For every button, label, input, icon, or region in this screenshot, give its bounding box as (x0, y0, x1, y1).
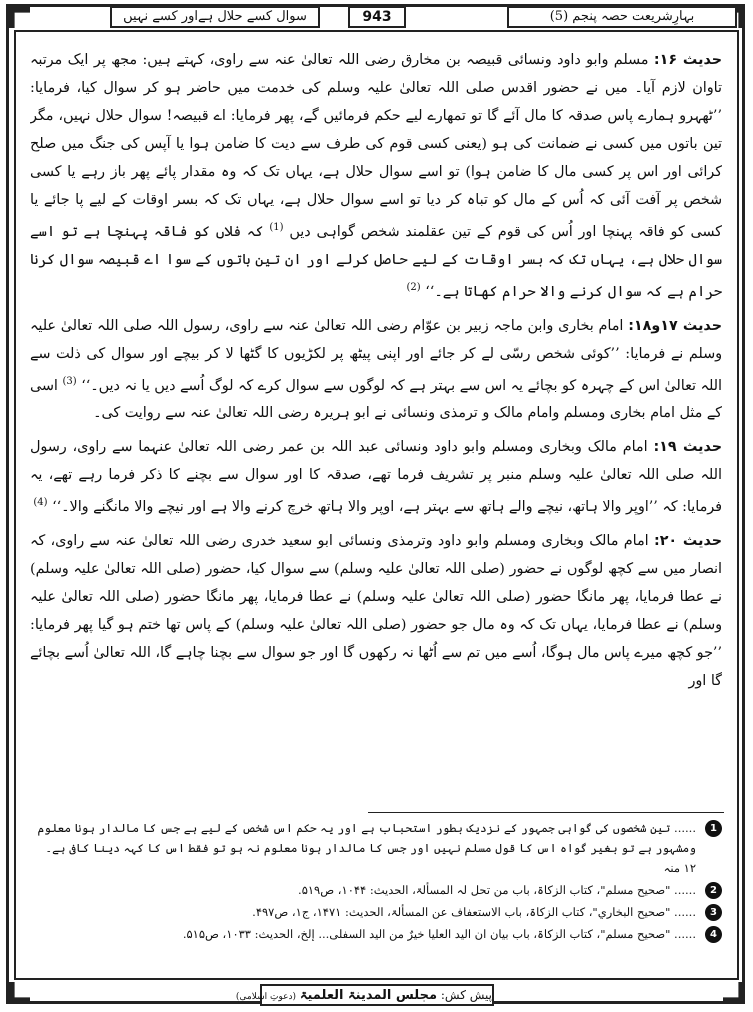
footnote-text: ...... تین شخصوں کی گواہی جمہور کے نزدیک بطور استحباب ہے اور یہ حکم اس شخص کے لیے ہے جس کا مالدار ہونا معلوم ومشہور ہے تو بغیر گواہ اس کا قول مسلم نہیں اور جس کا مالدار ہونا معلوم نہ ہو تو فقط اس کا کہہ دینا کافی ہے۔ ۱۲ منہ (37, 821, 696, 875)
hadith-text: امام مالک وبخاری ومسلم وابو داود وترمذی ونسائی ابو سعید خدری رضی اللہ تعالیٰ عنہ سے راوی، کہ انصار میں سے کچھ لوگوں نے حضور (صلی اللہ تعالیٰ علیہ وسلم) سے سوال کیا، حضور (صلی اللہ تعالیٰ علیہ وسلم) نے عطا فرمایا، پھر مانگا حضور (صلی اللہ تعالیٰ علیہ وسلم) نے عطا فرمایا، پھر مانگا حضور (صلی اللہ تعالیٰ علیہ وسلم) نے عطا فرمایا، یہاں تک کہ وہ مال جو حضور (صلی اللہ تعالیٰ علیہ وسلم) کے پاس تھا ختم ہو گیا پھر فرمایا: ’’جو کچھ میرے پاس مال ہوگا، اُسے میں تم سے اُٹھا نہ رکھوں گا اور جو سوال سے بچنا چاہے گا، اللہ تعالیٰ اُسے بچائے گا اور (30, 533, 722, 690)
publisher-sub: (دعوتِ اسلامی) (235, 992, 297, 1002)
book-title: بہارِشریعت حصہ پنجم (5) (507, 6, 737, 28)
footnote-ref[interactable]: (4) (33, 497, 48, 509)
footnote-item (30, 818, 722, 878)
hadith-title: حدیث ۱۹: (653, 439, 722, 456)
hadith-text: مسلم وابو داود ونسائی قبیصہ بن مخارق رضی اللہ تعالیٰ عنہ سے راوی، کہتے ہیں: مجھ پر ایک مرتبہ تاوان لازم آیا۔ میں نے حضور اقدس صلی اللہ تعالیٰ علیہ وسلم کی خدمت میں حاضر ہو کر سوال کیا، فرمایا: ’’ٹھہرو ہمارے پاس صدقہ کا مال آئے گا تو تمھارے لیے حکم فرمائیں گے، پھر فرمایا: اے قبیصہ! سوال حلال نہیں، مگر تین باتوں میں کسی نے ضمانت کی ہو (یعنی کسی قوم کی طرف سے دیت کا ضامن ہوا یا آپس کی جنگ میں صلح کرائی اور اس پر کسی مال کا ضامن ہوا) تو اسے سوال حلال ہے، یہاں تک کہ وہ مقدار پائے پھر باز رہے یا کسی شخص پر آفت آئی کہ اُس کے مال کو تباہ کر دیا تو اسے سوال حلال ہے، یہاں تک کہ بسر اوقات کے لیے پا جائے یا کسی کو فاقہ پہنچا اور اُس کی قوم کے تین عقلمند شخص گواہی دیں (30, 52, 722, 240)
hadith-17-18 (30, 312, 722, 428)
footnote-ref[interactable]: (2) (406, 281, 421, 293)
footnote-number: 4 (705, 926, 722, 943)
footnote-number: 3 (705, 904, 722, 921)
page-header (10, 6, 743, 30)
footnote-text: ...... "صحیح مسلم"، کتاب الزکاۃ، باب من تحل لہ المسألۃ، الحدیث: ۱۰۴۴، ص۵۱۹. (298, 883, 696, 897)
footnote-ref[interactable]: (3) (62, 375, 77, 387)
footnote-ref[interactable]: (1) (269, 222, 284, 233)
chapter-title: سوال کسے حلال ہےاور کسے نہیں (110, 6, 320, 28)
publisher-name: مجلس المدینۃ العلمیۃ (299, 988, 438, 1003)
footnote-item (30, 902, 722, 922)
main-text (30, 46, 722, 811)
footnotes (30, 818, 722, 946)
footer-label: پیش کش: (440, 988, 492, 1002)
footnote-item (30, 880, 722, 900)
footnote-text: ...... "صحیح مسلم"، کتاب الزکاۃ، باب بیان ان الید العلیا خیرٌ من الید السفلی... إلخ، الحدیث: ۱۰۳۳، ص۵۱۵. (182, 927, 696, 941)
hadith-20 (30, 527, 722, 695)
hadith-text: کہ فلاں کو فاقہ پہنچا ہے تو اسے سوال حلال ہے، یہاں تک کہ بسر اوقات کے لیے حاصل کرلے اور ان تین باتوں کے سوا اے قبیصہ سوال کرنا حرام ہے کہ سوال کرنے والا حرام کھاتا ہے۔‘‘ (30, 223, 722, 300)
hadith-text: امام بخاری وابن ماجہ زبیر بن عوّام رضی اللہ تعالیٰ عنہ سے راوی، رسول اللہ صلی اللہ تعالیٰ علیہ وسلم نے فرمایا: ’’کوئی شخص رسّی لے کر جائے اور اپنی پیٹھ پر لکڑیوں کا گٹھا لا کر بیچے اور سوال کی ذلت سے اللہ تعالیٰ اس کے چہرہ کو بچائے یہ اس سے بہتر ہے کہ لوگوں سے سوال کرے کہ لوگ اُسے دیں یا نہ دیں۔‘‘ (30, 317, 722, 394)
footnote-divider (368, 812, 724, 813)
footnote-text: ...... "صحیح البخاري"، کتاب الزکاۃ، باب الاستعفاف عن المسألۃ، الحدیث: ۱۴۷۱، ج۱، ص۴۹۷. (252, 905, 696, 919)
footnote-number: 1 (705, 820, 722, 837)
hadith-title: حدیث ۱۶: (653, 52, 722, 68)
footnote-item (30, 924, 722, 944)
page-footer (235, 984, 494, 1006)
hadith-title: حدیث ۲۰: (653, 533, 722, 550)
hadith-text: اسی کے مثل امام بخاری ومسلم وامام مالک و ترمذی ونسائی نے ابو ہریرہ رضی اللہ تعالیٰ عنہ سے روایت کی۔ (30, 377, 722, 422)
page-number: 943 (348, 6, 406, 28)
hadith-text: امام مالک وبخاری ومسلم وابو داود ونسائی عبد اللہ بن عمر رضی اللہ تعالیٰ عنہما سے راوی، رسول اللہ صلی اللہ تعالیٰ علیہ وسلم منبر پر تشریف فرما تھے، صدقہ کا اور سوال سے بچنے کا ذکر فرما رہے تھے، یہ فرمایا: کہ ’’اوپر والا ہاتھ، نیچے والے ہاتھ سے بہتر ہے، اوپر والا ہاتھ خرچ کرنے والا ہے اور نیچے والا مانگنے والا۔‘‘ (30, 439, 722, 516)
hadith-title: حدیث ۱۷و۱۸: (628, 317, 722, 334)
hadith-19 (30, 433, 722, 521)
hadith-16 (30, 46, 722, 306)
footnote-number: 2 (705, 882, 722, 899)
